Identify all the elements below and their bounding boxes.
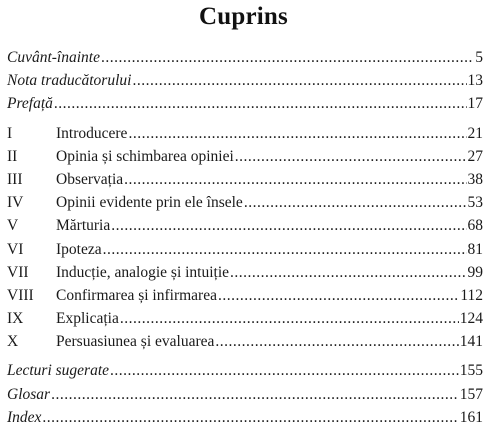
toc-entry-title: Nota traducătorului	[7, 72, 132, 90]
back-matter-list	[7, 359, 483, 429]
chapter-title: Introducere	[56, 124, 128, 142]
toc-entry[interactable]	[7, 92, 483, 115]
chapter-number: VI	[7, 240, 24, 258]
chapter-number: V	[7, 217, 19, 235]
chapter-title: Ipoteza	[56, 240, 102, 258]
toc-chapter-entry[interactable]	[7, 261, 483, 284]
dot-leader	[132, 69, 466, 92]
chapter-number: I	[7, 124, 13, 142]
toc-entry-page: 5	[475, 49, 483, 66]
chapter-page: 124	[459, 310, 483, 328]
dot-leader	[42, 406, 458, 429]
chapter-page: 27	[467, 147, 483, 165]
chapter-page: 68	[467, 217, 483, 235]
chapter-title: Persuasiunea și evaluarea	[56, 333, 215, 351]
chapter-number: IX	[7, 310, 24, 328]
chapter-number: VIII	[7, 286, 34, 304]
toc-chapter-entry[interactable]	[7, 122, 483, 145]
dot-leader	[230, 261, 466, 284]
toc-chapter-entry[interactable]	[7, 307, 483, 330]
table-of-contents	[7, 46, 483, 429]
dot-leader	[120, 307, 459, 330]
toc-entry[interactable]	[7, 46, 483, 69]
toc-entry[interactable]	[7, 383, 483, 406]
chapter-title: Inducție, analogie și intuiție	[56, 263, 230, 281]
dot-leader	[111, 214, 466, 237]
chapter-title: Observația	[56, 170, 124, 188]
toc-entry[interactable]	[7, 359, 483, 382]
toc-chapter-entry[interactable]	[7, 238, 483, 261]
toc-entry-page: 157	[459, 385, 483, 403]
dot-leader	[124, 168, 466, 191]
chapter-number: IV	[7, 194, 24, 212]
chapter-title: Explicația	[56, 310, 119, 328]
chapter-list	[7, 122, 483, 354]
front-matter-list	[7, 46, 483, 116]
toc-entry[interactable]	[7, 406, 483, 429]
toc-entry-title: Index	[7, 408, 42, 426]
toc-entry-title: Cuvânt-înainte	[7, 49, 100, 66]
chapter-number: VII	[7, 263, 29, 281]
chapter-page: 141	[459, 333, 483, 351]
toc-chapter-entry[interactable]	[7, 214, 483, 237]
chapter-title: Opinia și schimbarea opiniei	[56, 147, 234, 165]
chapter-page: 99	[467, 263, 483, 281]
toc-chapter-entry[interactable]	[7, 191, 483, 214]
dot-leader	[235, 145, 467, 168]
chapter-title: Confirmarea și infirmarea	[56, 286, 217, 304]
toc-entry[interactable]	[7, 69, 483, 92]
toc-entry-page: 155	[459, 362, 483, 380]
chapter-number: III	[7, 170, 23, 188]
chapter-page: 112	[460, 286, 483, 304]
chapter-page: 21	[467, 124, 483, 142]
page-title: Cuprins	[199, 3, 288, 30]
dot-leader	[54, 92, 467, 115]
dot-leader	[101, 46, 474, 69]
toc-entry-page: 161	[459, 408, 483, 426]
chapter-page: 38	[467, 170, 483, 188]
chapter-title: Opinii evidente prin ele însele	[56, 194, 243, 212]
dot-leader	[51, 383, 459, 406]
chapter-title: Mărturia	[56, 217, 111, 235]
dot-leader	[110, 359, 459, 382]
chapter-number: II	[7, 147, 18, 165]
toc-entry-page: 17	[467, 95, 483, 113]
dot-leader	[244, 191, 467, 214]
toc-chapter-entry[interactable]	[7, 330, 483, 353]
chapter-page: 81	[467, 240, 483, 258]
dot-leader	[128, 122, 466, 145]
chapter-page: 53	[467, 194, 483, 212]
toc-chapter-entry[interactable]	[7, 168, 483, 191]
chapter-number: X	[7, 333, 19, 351]
dot-leader	[218, 284, 459, 307]
toc-entry-title: Glosar	[7, 385, 51, 403]
toc-entry-title: Lecturi sugerate	[7, 362, 110, 380]
toc-entry-title: Prefață	[7, 95, 53, 113]
dot-leader	[103, 238, 467, 261]
toc-chapter-entry[interactable]	[7, 145, 483, 168]
dot-leader	[215, 330, 458, 353]
toc-chapter-entry[interactable]	[7, 284, 483, 307]
toc-entry-page: 13	[467, 72, 483, 90]
